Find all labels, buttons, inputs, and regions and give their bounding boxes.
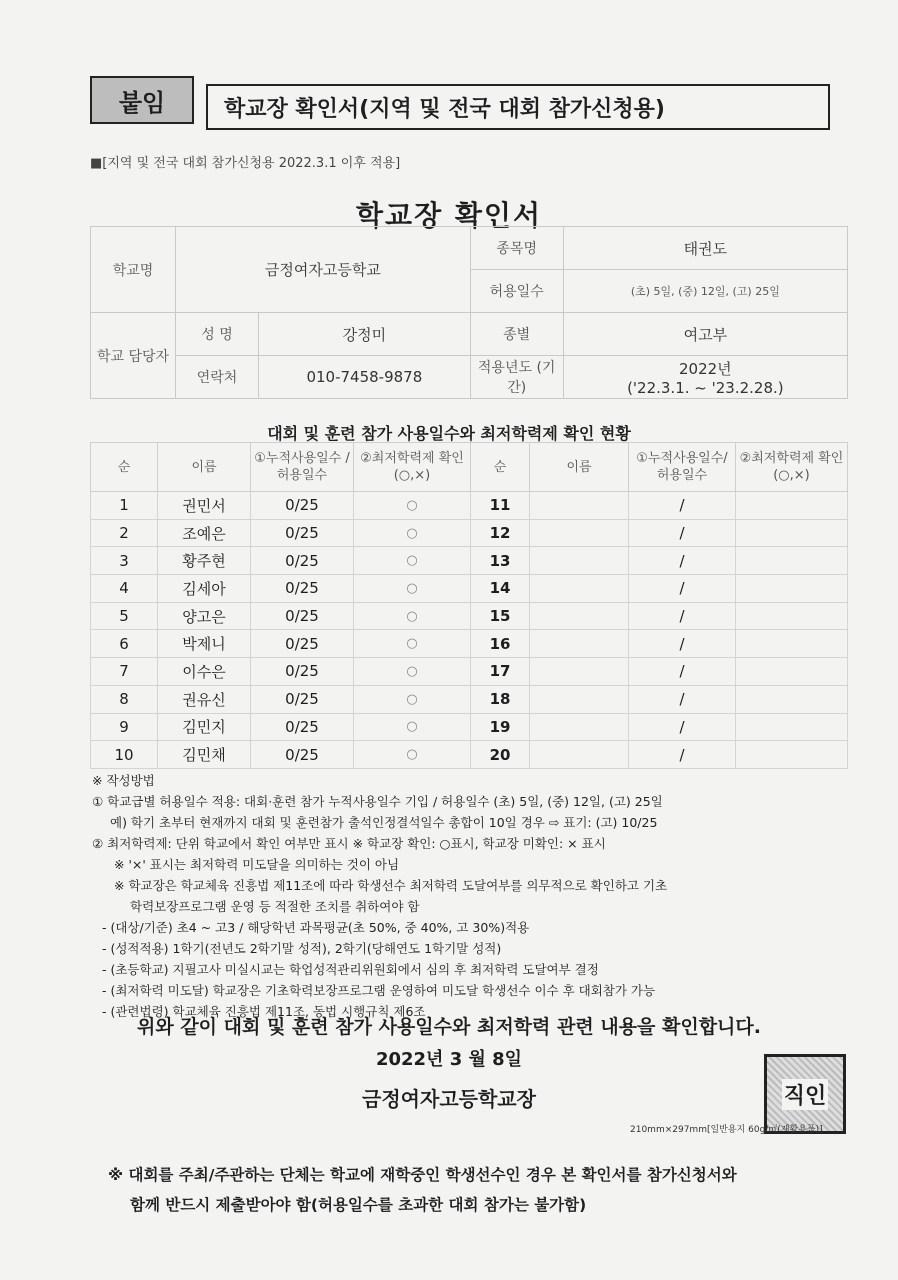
- row-name2: [530, 685, 629, 713]
- table-row: [91, 575, 848, 603]
- note-line: ① 학교급별 허용일수 적용: 대회·훈련 참가 누적사용일수 기입 / 허용일수 (초) 5일, (중) 12일, (고) 25일: [92, 794, 663, 809]
- col-name2: 이름: [530, 443, 629, 492]
- row-name: 권유신: [158, 685, 251, 713]
- row-days: 0/25: [251, 492, 354, 520]
- principal-name: 금정여자고등학교장: [362, 1087, 536, 1111]
- row-days: 0/25: [251, 602, 354, 630]
- allowed-value: (초) 5일, (중) 12일, (고) 25일: [563, 270, 847, 313]
- applicability-note: ■[지역 및 전국 대회 참가신청용 2022.3.1 이후 적용]: [90, 156, 401, 171]
- row-days2: /: [629, 741, 736, 769]
- row-name: 이수은: [158, 658, 251, 686]
- note-line: ※ 학교장은 학교체육 진흥법 제11조에 따라 학생선수 최저학력 도달여부를 의무적으로 확인하고 기초: [114, 878, 668, 893]
- school-label: 학교명: [91, 227, 176, 313]
- row-days2: /: [629, 492, 736, 520]
- table-row: [91, 741, 848, 769]
- col-no2: 순: [471, 443, 530, 492]
- col-check2: ②최저학력제 확인(○,×): [736, 443, 848, 492]
- row-check2: [736, 602, 848, 630]
- row-name: 박제니: [158, 630, 251, 658]
- table-row: [91, 602, 848, 630]
- manager-label: 학교 담당자: [91, 313, 176, 399]
- table-row: [91, 630, 848, 658]
- row-name: 양고은: [158, 602, 251, 630]
- row-days2: /: [629, 685, 736, 713]
- row-check2: [736, 658, 848, 686]
- row-check2: [736, 630, 848, 658]
- row-name2: [530, 741, 629, 769]
- seal-text: 직인: [782, 1079, 829, 1110]
- table-row: [91, 658, 848, 686]
- note-line: - (초등학교) 지필고사 미실시교는 학업성적관리위원회에서 심의 후 최저학력 도달여부 결정: [102, 962, 599, 977]
- row-days: 0/25: [251, 630, 354, 658]
- row-no2: 14: [471, 575, 530, 603]
- sport-label: 종목명: [470, 227, 563, 270]
- row-check: ○: [354, 685, 471, 713]
- row-name2: [530, 492, 629, 520]
- paper-spec: 210mm×297mm[일반용지 60g/㎡(재활용품)]: [630, 1125, 823, 1135]
- row-no2: 20: [471, 741, 530, 769]
- row-name: 조예은: [158, 519, 251, 547]
- col-days2: ①누적사용일수/ 허용일수: [629, 443, 736, 492]
- row-name: 김세아: [158, 575, 251, 603]
- row-days2: /: [629, 575, 736, 603]
- row-check: ○: [354, 492, 471, 520]
- year-label: 적용년도 (기간): [470, 356, 563, 399]
- row-no: 9: [91, 713, 158, 741]
- note-line: ② 최저학력제: 단위 학교에서 확인 여부만 표시 ※ 학교장 확인: ○표시, 학교장 미확인: × 표시: [92, 836, 606, 851]
- row-check2: [736, 685, 848, 713]
- footer-notice: [108, 1160, 848, 1220]
- table-row: [91, 713, 848, 741]
- row-name: 김민지: [158, 713, 251, 741]
- row-name2: [530, 602, 629, 630]
- school-value: 금정여자고등학교: [176, 227, 471, 313]
- row-no: 1: [91, 492, 158, 520]
- row-check: ○: [354, 547, 471, 575]
- info-table: [90, 226, 848, 399]
- note-line: - (성적적용) 1학기(전년도 2학기말 성적), 2학기(당해연도 1학기말 성적): [102, 941, 502, 956]
- row-days2: /: [629, 630, 736, 658]
- row-check: ○: [354, 575, 471, 603]
- row-no: 3: [91, 547, 158, 575]
- row-name2: [530, 547, 629, 575]
- division-label: 종별: [470, 313, 563, 356]
- row-no: 7: [91, 658, 158, 686]
- students-table: [90, 442, 848, 769]
- row-check2: [736, 547, 848, 575]
- note-line: - (대상/기준) 초4 ~ 고3 / 해당학년 과목평균(초 50%, 중 40%, 고 30%)적용: [102, 920, 530, 935]
- allowed-label: 허용일수: [470, 270, 563, 313]
- row-days: 0/25: [251, 741, 354, 769]
- row-no: 5: [91, 602, 158, 630]
- row-check: ○: [354, 519, 471, 547]
- row-no: 2: [91, 519, 158, 547]
- row-name: 김민채: [158, 741, 251, 769]
- row-no2: 16: [471, 630, 530, 658]
- row-check: ○: [354, 658, 471, 686]
- row-no2: 18: [471, 685, 530, 713]
- footer-line-2: 함께 반드시 제출받아야 함(허용일수를 초과한 대회 참가는 불가함): [130, 1196, 587, 1214]
- writing-method-notes: [92, 770, 862, 1022]
- name-label: 성 명: [176, 313, 259, 356]
- row-name2: [530, 630, 629, 658]
- row-name2: [530, 575, 629, 603]
- name-value: 강정미: [259, 313, 471, 356]
- row-check: ○: [354, 713, 471, 741]
- row-days2: /: [629, 713, 736, 741]
- row-name2: [530, 519, 629, 547]
- confirmation-statement: 위와 같이 대회 및 훈련 참가 사용일수와 최저학력 관련 내용을 확인합니다.: [137, 1016, 761, 1038]
- row-days: 0/25: [251, 685, 354, 713]
- footer-line-1: ※ 대회를 주최/주관하는 단체는 학교에 재학중인 학생선수인 경우 본 확인서를 참가신청서와: [108, 1166, 737, 1184]
- col-days: ①누적사용일수 /허용일수: [251, 443, 354, 492]
- row-check2: [736, 741, 848, 769]
- note-line: - (관련법령) 학교체육 진흥법 제11조, 동법 시행규칙 제6조: [102, 1004, 426, 1019]
- sport-value: 태권도: [563, 227, 847, 270]
- row-no2: 11: [471, 492, 530, 520]
- row-no2: 15: [471, 602, 530, 630]
- row-check2: [736, 492, 848, 520]
- row-check: ○: [354, 741, 471, 769]
- note-line: ※ '×' 표시는 최저학력 미도달을 의미하는 것이 아님: [114, 857, 400, 872]
- row-days: 0/25: [251, 519, 354, 547]
- row-no: 10: [91, 741, 158, 769]
- table-row: [91, 519, 848, 547]
- header-title: 학교장 확인서(지역 및 전국 대회 참가신청용): [206, 84, 830, 130]
- row-days2: /: [629, 602, 736, 630]
- table-row: [91, 685, 848, 713]
- row-days: 0/25: [251, 547, 354, 575]
- note-line: - (최저학력 미도달) 학교장은 기초학력보장프로그램 운영하여 미도달 학생선수 이수 후 대회참가 가능: [102, 983, 656, 998]
- period-value: ('22.3.1. ~ '23.2.28.): [627, 378, 784, 397]
- table-row: [91, 492, 848, 520]
- col-no: 순: [91, 443, 158, 492]
- row-days2: /: [629, 547, 736, 575]
- row-no: 8: [91, 685, 158, 713]
- row-check: ○: [354, 630, 471, 658]
- row-check2: [736, 575, 848, 603]
- contact-value: 010-7458-9878: [259, 356, 471, 399]
- row-check: ○: [354, 602, 471, 630]
- row-check2: [736, 713, 848, 741]
- row-no2: 12: [471, 519, 530, 547]
- document-title: 학교장 확인서: [355, 199, 543, 232]
- row-days: 0/25: [251, 658, 354, 686]
- row-days: 0/25: [251, 713, 354, 741]
- row-no: 4: [91, 575, 158, 603]
- row-name2: [530, 713, 629, 741]
- row-no2: 13: [471, 547, 530, 575]
- row-days2: /: [629, 519, 736, 547]
- attachment-tag: 붙임: [90, 76, 194, 124]
- col-check: ②최저학력제 확인(○,×): [354, 443, 471, 492]
- note-line: 학력보장프로그램 운영 등 적절한 조치를 취하여야 함: [130, 899, 420, 914]
- contact-label: 연락처: [176, 356, 259, 399]
- note-line: 예) 학기 초부터 현재까지 대회 및 훈련참가 출석인정결석일수 총합이 10일 경우 ⇨ 표기: (고) 10/25: [110, 815, 658, 830]
- year-value: 2022년: [679, 359, 732, 378]
- signature-date: 2022년 3 월 8일: [375, 1049, 523, 1070]
- row-no: 6: [91, 630, 158, 658]
- row-days2: /: [629, 658, 736, 686]
- row-check2: [736, 519, 848, 547]
- note-line: ※ 작성방법: [92, 773, 155, 788]
- row-name2: [530, 658, 629, 686]
- row-days: 0/25: [251, 575, 354, 603]
- row-no2: 19: [471, 713, 530, 741]
- division-value: 여고부: [563, 313, 847, 356]
- year-cell: [563, 356, 847, 399]
- section-title: 대회 및 훈련 참가 사용일수와 최저학력제 확인 현황: [267, 424, 631, 443]
- row-name: 황주현: [158, 547, 251, 575]
- table-row: [91, 547, 848, 575]
- row-no2: 17: [471, 658, 530, 686]
- row-name: 권민서: [158, 492, 251, 520]
- col-name: 이름: [158, 443, 251, 492]
